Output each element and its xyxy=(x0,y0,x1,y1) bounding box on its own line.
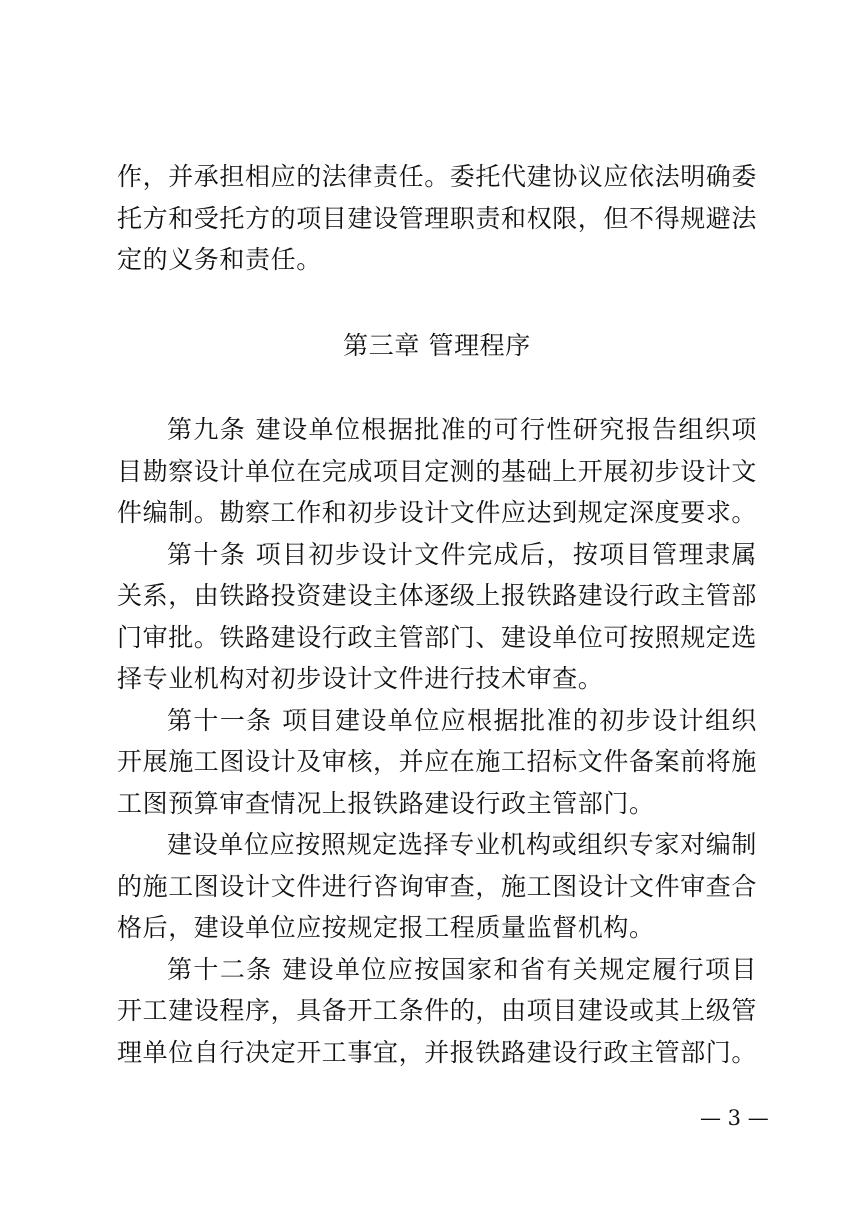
article-9-text: 建设单位根据批准的可行性研究报告组织项目勘察设计单位在完成项目定测的基础上开展初步设计文件编制。勘察工作和初步设计文件应达到规定深度要求。 xyxy=(117,415,758,527)
article-11-heading: 第十一条 xyxy=(167,705,273,735)
article-12-text: 建设单位应按国家和省有关规定履行项目开工建设程序，具备开工条件的，由项目建设或其上级管理单位自行决定开工事宜，并报铁路建设行政主管部门。 xyxy=(117,954,758,1067)
article-10-paragraph xyxy=(117,534,757,700)
article-9-paragraph xyxy=(117,409,757,534)
article-10-text: 项目初步设计文件完成后，按项目管理隶属关系，由铁路投资建设主体逐级上报铁路建设行政主管部门审批。铁路建设行政主管部门、建设单位可按照规定选择专业机构对初步设计文件进行技术审查。 xyxy=(117,539,758,693)
document-body xyxy=(117,156,757,1073)
article-9-heading: 第九条 xyxy=(167,415,247,444)
article-12-heading: 第十二条 xyxy=(167,954,273,984)
article-12-paragraph xyxy=(117,949,757,1074)
article-11-text: 项目建设单位应根据批准的初步设计组织开展施工图设计及审核，并应在施工招标文件备案前将施工图预算审查情况上报铁路建设行政主管部门。 xyxy=(117,705,758,818)
continuation-paragraph: 作，并承担相应的法律责任。委托代建协议应依法明确委托方和受托方的项目建设管理职责和权限，但不得规避法定的义务和责任。 xyxy=(117,162,758,274)
article-10-heading: 第十条 xyxy=(167,539,247,569)
article-11-second-paragraph: 建设单位应按照规定选择专业机构或组织专家对编制的施工图设计文件进行咨询审查，施工图设计文件审查合格后，建设单位应按规定报工程质量监督机构。 xyxy=(117,830,758,942)
chapter-title: 第三章 管理程序 xyxy=(343,330,531,360)
page-number: — 3 — xyxy=(700,1106,769,1130)
article-11-paragraph xyxy=(117,700,757,825)
